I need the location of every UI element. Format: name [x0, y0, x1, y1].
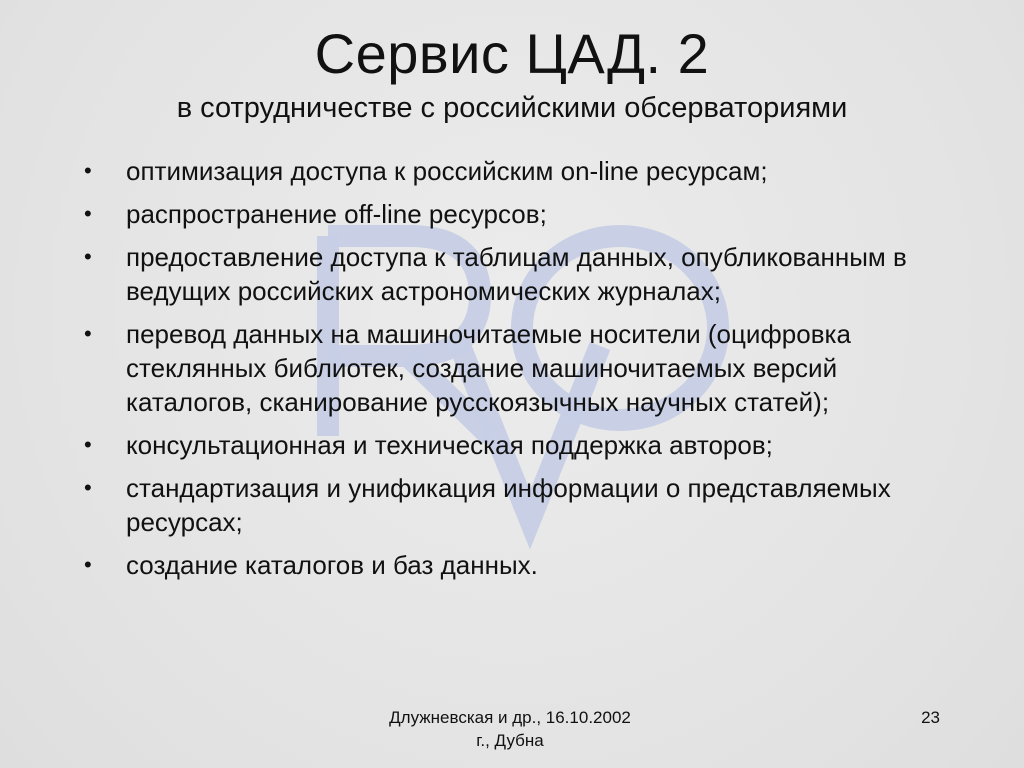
footer-text: Длужневская и др., 16.10.2002 г., Дубна: [389, 708, 631, 750]
slide-title: Сервис ЦАД. 2: [314, 22, 710, 85]
bullet-icon: •: [84, 475, 92, 500]
bullet-icon: •: [84, 321, 92, 346]
bullet-icon: •: [84, 244, 92, 269]
bullet-list: [84, 154, 934, 591]
bullet-icon: •: [84, 158, 92, 183]
bullet-item-1: [84, 154, 934, 188]
bullet-item-4: [84, 317, 934, 419]
bullet-item-3: [84, 240, 934, 308]
bullet-text: распространение off-line ресурсов;: [126, 199, 547, 229]
bullet-icon: •: [84, 552, 92, 577]
bullet-item-5: [84, 428, 934, 462]
bullet-text: консультационная и техническая поддержка авторов;: [126, 430, 773, 460]
bullet-item-7: [84, 548, 934, 582]
bullet-text: перевод данных на машиночитаемые носители (оцифровка стеклянных библиотек, создание машиночитаемых версий каталогов, сканирование русскоязычных научных статей);: [126, 319, 851, 417]
slide-subtitle: в сотрудничестве с российскими обсерваториями: [176, 92, 848, 124]
page-number: 23: [921, 708, 940, 727]
bullet-text: оптимизация доступа к российским on-line ресурсам;: [126, 156, 768, 186]
bullet-text: предоставление доступа к таблицам данных, опубликованным в ведущих российских астрономических журналах;: [126, 242, 907, 306]
bullet-text: создание каталогов и баз данных.: [126, 550, 538, 580]
bullet-icon: •: [84, 201, 92, 226]
bullet-icon: •: [84, 432, 92, 457]
bullet-item-6: [84, 471, 934, 539]
bullet-item-2: [84, 197, 934, 231]
bullet-text: стандартизация и унификация информации о представляемых ресурсах;: [126, 473, 891, 537]
